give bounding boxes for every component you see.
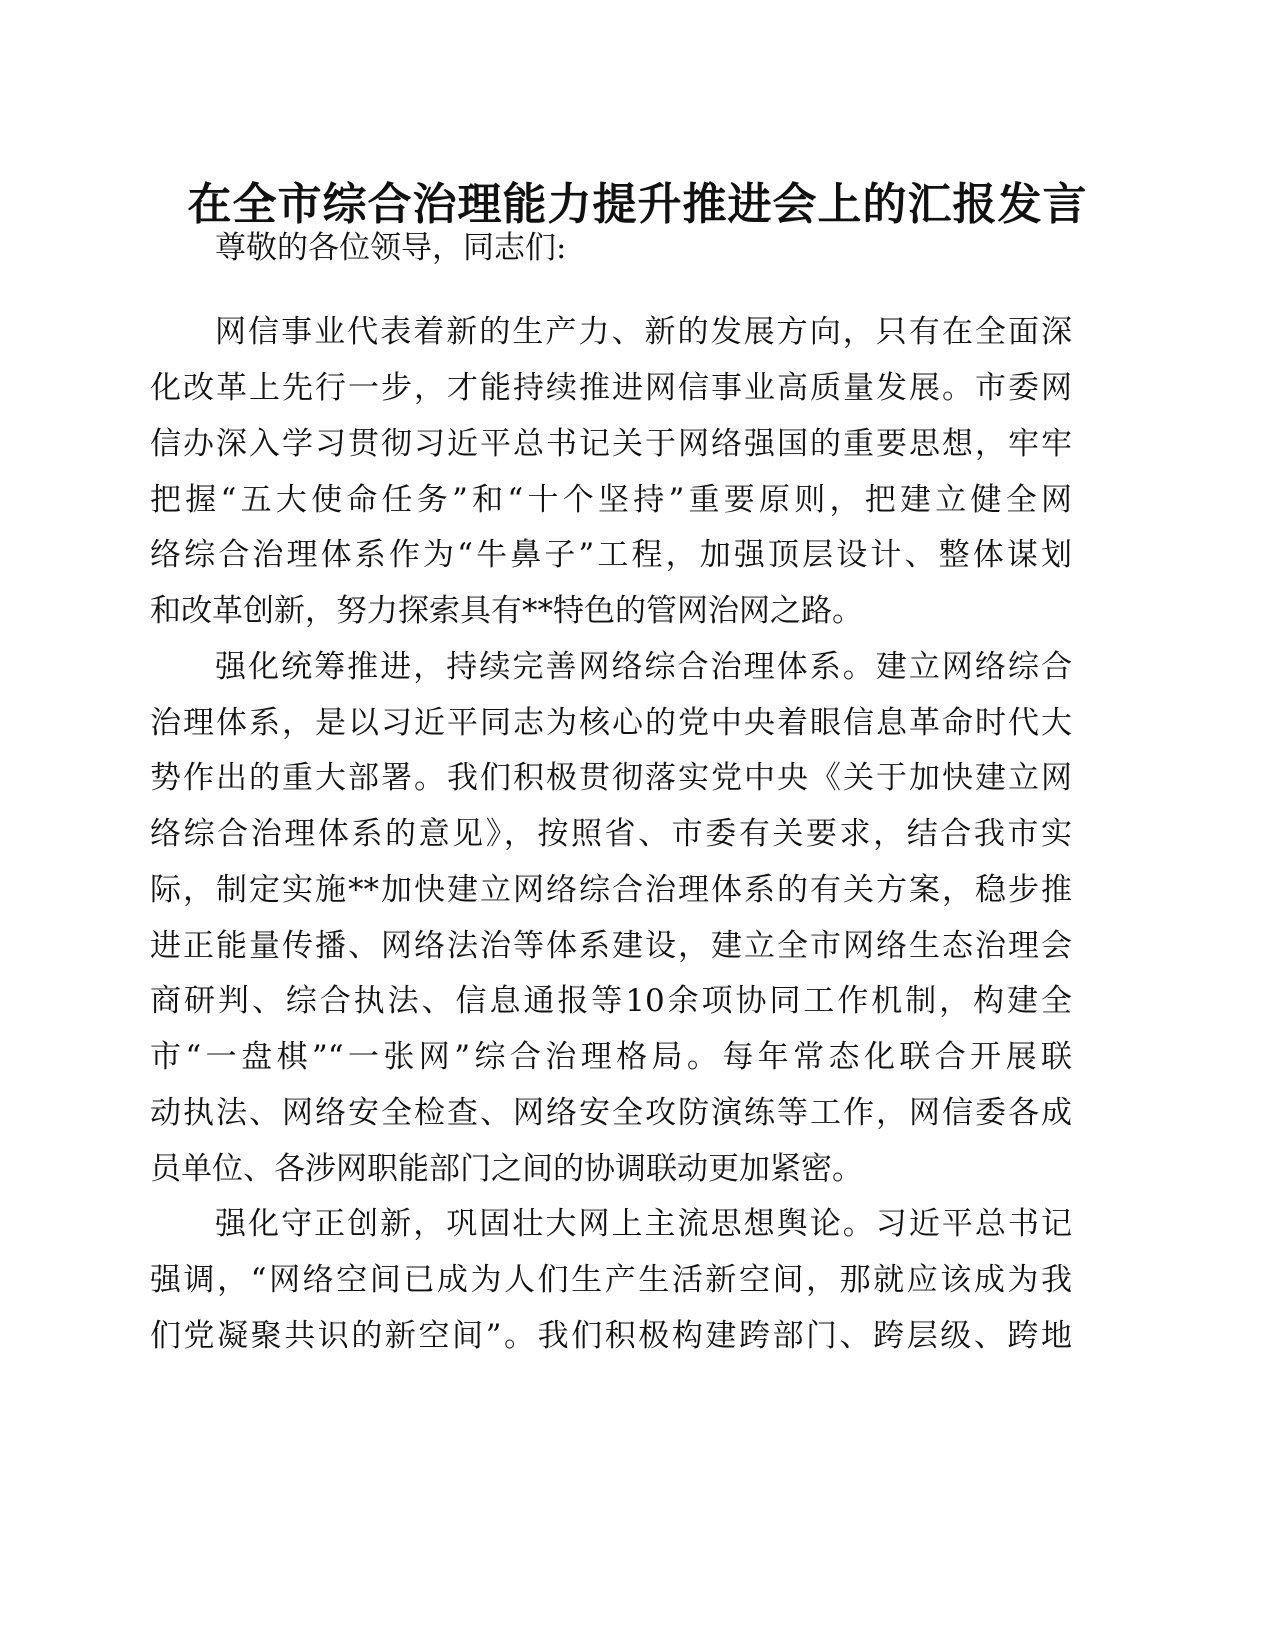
body-line: 络综合治理体系的意见》，按照省、市委有关要求，结合我市实 xyxy=(150,816,1072,852)
body-line: 际，制定实施**加快建立网络综合治理体系的有关方案，稳步推 xyxy=(150,872,1072,908)
body-line: 进正能量传播、网络法治等体系建设，建立全市网络生态治理会 xyxy=(150,928,1072,964)
body-line: 强化守正创新，巩固壮大网上主流思想舆论。习近平总书记 xyxy=(215,1206,1072,1242)
body-line: 把握“五大使命任务”和“十个坚持”重要原则，把建立健全网 xyxy=(150,482,1072,518)
body-line: 网信事业代表着新的生产力、新的发展方向，只有在全面深 xyxy=(215,314,1072,350)
body-line: 信办深入学习贯彻习近平总书记关于网络强国的重要思想，牢牢 xyxy=(150,426,1072,462)
body-line: 和改革创新，努力探索具有**特色的管网治网之路。 xyxy=(150,593,863,629)
body-line: 治理体系，是以习近平同志为核心的党中央着眼信息革命时代大 xyxy=(150,705,1072,741)
salutation-line: 尊敬的各位领导，同志们: xyxy=(215,230,567,266)
body-line: 动执法、网络安全检查、网络安全攻防演练等工作，网信委各成 xyxy=(150,1095,1072,1131)
body-line: 强化统筹推进，持续完善网络综合治理体系。建立网络综合 xyxy=(215,649,1072,685)
body-line: 们党凝聚共识的新空间”。我们积极构建跨部门、跨层级、跨地 xyxy=(150,1318,1072,1354)
body-line: 强调，“网络空间已成为人们生产生活新空间，那就应该成为我 xyxy=(150,1262,1072,1298)
body-line: 商研判、综合执法、信息通报等10余项协同工作机制，构建全 xyxy=(150,983,1072,1019)
body-line: 化改革上先行一步，才能持续推进网信事业高质量发展。市委网 xyxy=(150,370,1072,406)
body-line: 员单位、各涉网职能部门之间的协调联动更加紧密。 xyxy=(150,1151,863,1187)
body-line: 势作出的重大部署。我们积极贯彻落实党中央《关于加快建立网 xyxy=(150,760,1072,796)
document-title: 在全市综合治理能力提升推进会上的汇报发言 xyxy=(187,179,1088,230)
body-line: 市“一盘棋”“一张网”综合治理格局。每年常态化联合开展联 xyxy=(150,1039,1072,1075)
body-line: 络综合治理体系作为“牛鼻子”工程，加强顶层设计、整体谋划 xyxy=(150,537,1072,573)
